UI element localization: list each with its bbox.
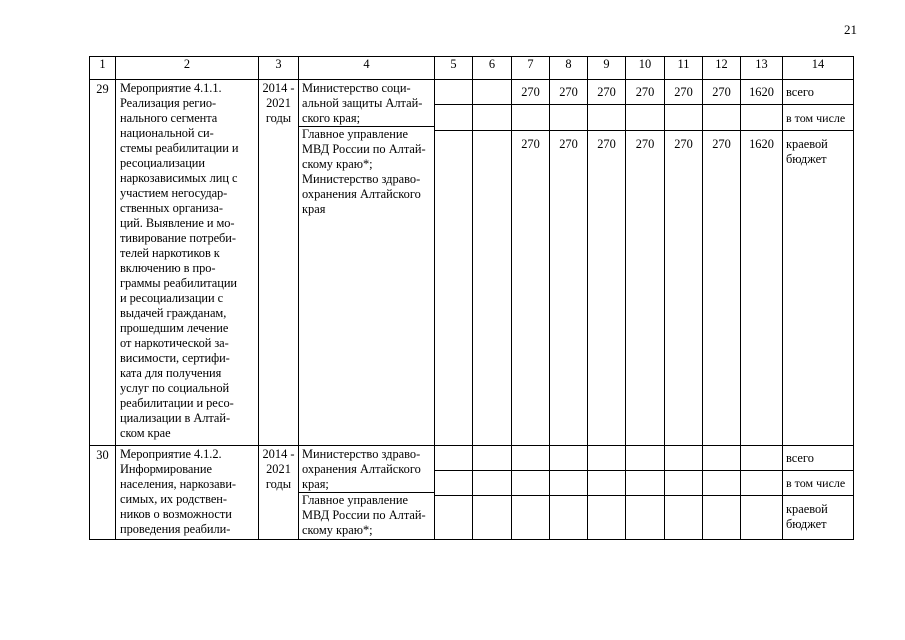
value-cell — [741, 105, 783, 131]
value-cell: 270 — [665, 131, 703, 446]
value-cell: 270 — [626, 80, 665, 105]
funding-source: краевой бюджет — [783, 131, 854, 446]
value-cell — [626, 471, 665, 496]
header-cell: 7 — [512, 57, 550, 80]
value-cell — [435, 105, 473, 131]
header-cell: 2 — [116, 57, 259, 80]
value-cell — [435, 471, 473, 496]
value-cell: 270 — [550, 80, 588, 105]
value-cell: 270 — [550, 131, 588, 446]
value-cell: 270 — [665, 80, 703, 105]
funding-source: краевой бюджет — [783, 496, 854, 540]
value-cell — [550, 446, 588, 471]
value-cell: 1620 — [741, 131, 783, 446]
period-cell: 2014 - 2021 годы — [259, 80, 299, 446]
executor-cell: Министерство соци- альной защиты Алтай- ского края; Главное управление МВД России по Алтай- скому краю*; Министерство здраво- охранения Алтайского края — [299, 80, 435, 446]
value-cell — [473, 446, 512, 471]
page-number: 21 — [844, 22, 857, 37]
value-cell — [741, 446, 783, 471]
value-cell — [588, 105, 626, 131]
value-cell — [512, 496, 550, 540]
value-cell — [473, 471, 512, 496]
value-cell — [588, 446, 626, 471]
value-cell — [550, 496, 588, 540]
value-cell: 270 — [588, 131, 626, 446]
value-cell: 270 — [703, 131, 741, 446]
value-cell — [588, 471, 626, 496]
table-row — [90, 80, 854, 105]
header-cell: 5 — [435, 57, 473, 80]
executor-cell: Министерство здраво- охранения Алтайского края; Главное управление МВД России по Алтай- скому краю*; — [299, 446, 435, 540]
value-cell: 270 — [588, 80, 626, 105]
funding-source: всего — [783, 80, 854, 105]
value-cell — [550, 105, 588, 131]
value-cell — [473, 105, 512, 131]
value-cell — [665, 446, 703, 471]
value-cell — [665, 105, 703, 131]
value-cell — [703, 471, 741, 496]
value-cell — [435, 80, 473, 105]
row-number: 29 — [90, 80, 116, 446]
value-cell — [703, 105, 741, 131]
value-cell — [512, 471, 550, 496]
value-cell — [435, 131, 473, 446]
value-cell — [512, 105, 550, 131]
row-number: 30 — [90, 446, 116, 540]
value-cell — [741, 471, 783, 496]
table-row — [90, 446, 854, 471]
program-table — [89, 56, 854, 540]
header-cell: 14 — [783, 57, 854, 80]
value-cell: 270 — [512, 80, 550, 105]
value-cell: 270 — [703, 80, 741, 105]
value-cell — [741, 496, 783, 540]
header-cell: 9 — [588, 57, 626, 80]
value-cell — [703, 496, 741, 540]
header-cell: 4 — [299, 57, 435, 80]
value-cell — [588, 496, 626, 540]
value-cell: 1620 — [741, 80, 783, 105]
header-cell: 1 — [90, 57, 116, 80]
measure-title: Мероприятие 4.1.2. Информирование населения, наркозави- симых, их родствен- ников о возможности проведения реабили- — [116, 446, 259, 540]
header-cell: 8 — [550, 57, 588, 80]
value-cell: 270 — [512, 131, 550, 446]
value-cell — [550, 471, 588, 496]
header-cell: 3 — [259, 57, 299, 80]
value-cell — [512, 446, 550, 471]
value-cell — [435, 496, 473, 540]
value-cell — [473, 131, 512, 446]
value-cell — [665, 471, 703, 496]
header-cell: 12 — [703, 57, 741, 80]
value-cell — [665, 496, 703, 540]
funding-source: всего — [783, 446, 854, 471]
period-cell: 2014 - 2021 годы — [259, 446, 299, 540]
value-cell: 270 — [626, 131, 665, 446]
value-cell — [435, 446, 473, 471]
funding-source: в том числе — [783, 471, 854, 496]
header-cell: 13 — [741, 57, 783, 80]
value-cell — [626, 496, 665, 540]
header-row — [90, 57, 854, 80]
header-cell: 6 — [473, 57, 512, 80]
value-cell — [626, 446, 665, 471]
measure-title: Мероприятие 4.1.1. Реализация регио- нального сегмента национальной си- стемы реабилитации и ресоциализации наркозависимых лиц с участием негосудар- ственных организа- ций. Выявление и мо- тивирование потреби- телей наркотиков к включению в про- граммы реабилитации и ресоциализации с выдачей гражданам, прошедшим лечение от наркотической за- висимости, сертифи- ката для получения услуг по социальной реабилитации и ресо- циализации в Алтай- ском крае — [116, 80, 259, 446]
value-cell — [626, 105, 665, 131]
value-cell — [473, 496, 512, 540]
value-cell — [703, 446, 741, 471]
funding-source: в том числе — [783, 105, 854, 131]
value-cell — [473, 80, 512, 105]
header-cell: 10 — [626, 57, 665, 80]
header-cell: 11 — [665, 57, 703, 80]
